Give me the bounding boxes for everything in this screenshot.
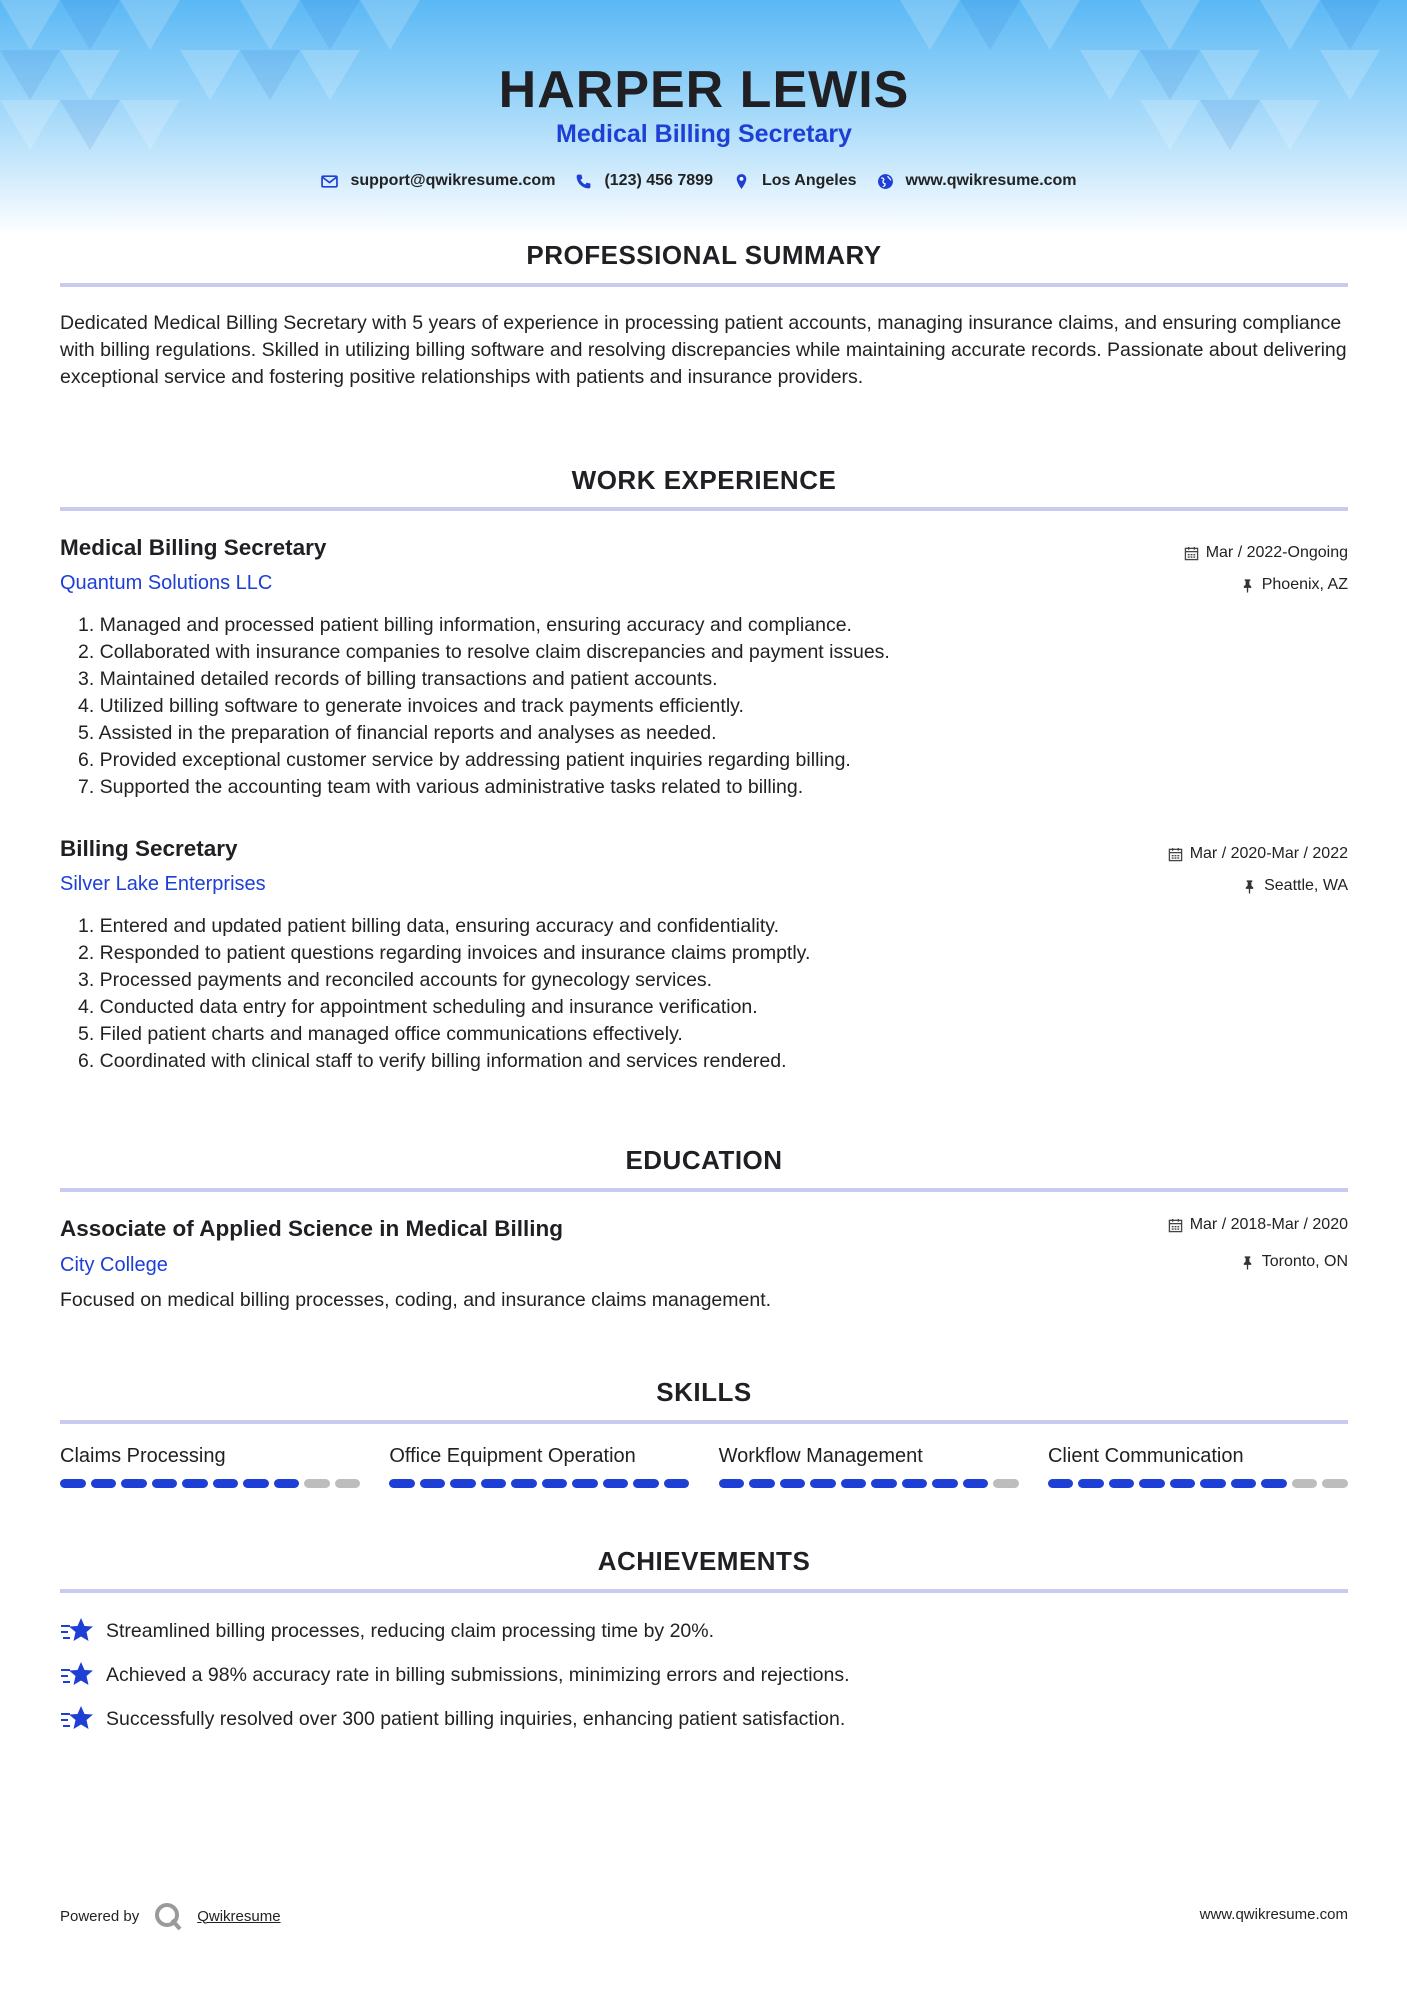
- job-title: Billing Secretary: [60, 836, 238, 861]
- powered-by-label: Powered by: [60, 1907, 140, 1925]
- contact-phone-text: (123) 456 7899: [604, 172, 713, 189]
- skill-segment-filled: [1200, 1479, 1226, 1488]
- skill-segment-filled: [511, 1479, 537, 1488]
- skill-level-bar: [719, 1479, 1019, 1488]
- list-item: 5. Assisted in the preparation of financial reports and analyses as needed.: [78, 722, 717, 744]
- skill-segment-filled: [121, 1479, 147, 1488]
- list-item: 5. Filed patient charts and managed office communications effectively.: [78, 1023, 683, 1045]
- skill-item: [389, 1445, 689, 1488]
- section-title-experience: WORK EXPERIENCE: [571, 465, 837, 495]
- education-school: City College: [60, 1254, 168, 1276]
- section-divider: [60, 1589, 1348, 1593]
- contact-location-text: Los Angeles: [761, 172, 857, 189]
- skill-level-bar: [1048, 1479, 1348, 1488]
- contact-phone[interactable]: [575, 172, 713, 190]
- job-location-text: Phoenix, AZ: [1261, 576, 1348, 593]
- skill-segment-filled: [389, 1479, 415, 1488]
- candidate-name: HARPER LEWIS: [498, 61, 910, 119]
- section-divider: [60, 507, 1348, 511]
- footer-website[interactable]: www.qwikresume.com: [1199, 1906, 1348, 1923]
- skills-list: [60, 1445, 1348, 1488]
- calendar-icon: [1184, 546, 1199, 561]
- skill-segment-filled: [719, 1479, 745, 1488]
- education-dates: [1168, 1216, 1348, 1234]
- list-item: 6. Coordinated with clinical staff to verify billing information and services rendered.: [78, 1050, 787, 1072]
- achievement-text: Achieved a 98% accuracy rate in billing submissions, minimizing errors and rejections.: [106, 1663, 850, 1686]
- skill-item: [60, 1445, 360, 1488]
- contact-location: [733, 172, 857, 190]
- skill-segment-filled: [542, 1479, 568, 1488]
- list-item: 2. Collaborated with insurance companies to resolve claim discrepancies and payment issues.: [78, 641, 890, 663]
- education-degree: Associate of Applied Science in Medical Billing: [60, 1216, 564, 1241]
- job-location-text: Seattle, WA: [1264, 877, 1348, 894]
- achievement-text: Successfully resolved over 300 patient billing inquiries, enhancing patient satisfaction.: [106, 1707, 846, 1730]
- pushpin-icon: [1242, 879, 1257, 894]
- skill-segment-empty: [1322, 1479, 1348, 1488]
- list-item: 3. Maintained detailed records of billing transactions and patient accounts.: [78, 668, 718, 690]
- skill-segment-filled: [91, 1479, 117, 1488]
- skill-name: Workflow Management: [718, 1445, 923, 1467]
- job-title: Medical Billing Secretary: [60, 535, 327, 560]
- skill-segment-filled: [213, 1479, 239, 1488]
- envelope-icon: [321, 173, 338, 190]
- contact-website-text: www.qwikresume.com: [905, 172, 1077, 189]
- star-icon: [60, 1616, 94, 1646]
- list-item: 3. Processed payments and reconciled accounts for gynecology services.: [78, 969, 713, 991]
- job-duties-list: [60, 612, 1348, 801]
- list-item: 1. Managed and processed patient billing information, ensuring accuracy and compliance.: [78, 614, 852, 636]
- skill-segment-filled: [932, 1479, 958, 1488]
- skill-segment-filled: [1261, 1479, 1287, 1488]
- skill-name: Claims Processing: [60, 1445, 226, 1467]
- list-item: 2. Responded to patient questions regarding invoices and insurance claims promptly.: [78, 942, 811, 964]
- calendar-icon: [1168, 1218, 1183, 1233]
- skill-segment-empty: [335, 1479, 361, 1488]
- pushpin-icon: [1240, 1255, 1255, 1270]
- section-title-achievements: ACHIEVEMENTS: [597, 1546, 811, 1576]
- section-divider: [60, 1420, 1348, 1424]
- skill-segment-empty: [993, 1479, 1019, 1488]
- skill-segment-filled: [664, 1479, 690, 1488]
- skill-segment-filled: [780, 1479, 806, 1488]
- skill-segment-filled: [1231, 1479, 1257, 1488]
- list-item: 1. Entered and updated patient billing data, ensuring accuracy and confidentiality.: [78, 915, 780, 937]
- list-item: 4. Utilized billing software to generate invoices and track payments efficiently.: [78, 695, 744, 717]
- job-dates-text: Mar / 2022-Ongoing: [1205, 544, 1348, 561]
- skill-segment-empty: [304, 1479, 330, 1488]
- skill-segment-filled: [1170, 1479, 1196, 1488]
- section-title-summary: PROFESSIONAL SUMMARY: [526, 240, 882, 270]
- education-description: Focused on medical billing processes, coding, and insurance claims management.: [60, 1289, 772, 1311]
- contact-email-text: support@qwikresume.com: [350, 172, 556, 189]
- skill-level-bar: [389, 1479, 689, 1488]
- map-marker-icon: [733, 173, 750, 190]
- education-location: [1240, 1253, 1348, 1271]
- list-item: 7. Supported the accounting team with various administrative tasks related to billing.: [78, 776, 804, 798]
- qwikresume-logo-icon: [153, 1901, 183, 1931]
- phone-icon: [575, 173, 592, 190]
- skill-item: [719, 1445, 1019, 1488]
- list-item: 4. Conducted data entry for appointment scheduling and insurance verification.: [78, 996, 758, 1018]
- skill-segment-filled: [450, 1479, 476, 1488]
- achievement-item: [60, 1616, 1348, 1646]
- calendar-icon: [1168, 847, 1183, 862]
- skill-segment-filled: [152, 1479, 178, 1488]
- section-divider: [60, 1188, 1348, 1192]
- section-title-education: EDUCATION: [625, 1145, 783, 1175]
- skill-segment-filled: [1109, 1479, 1135, 1488]
- skill-segment-filled: [274, 1479, 300, 1488]
- skill-segment-filled: [633, 1479, 659, 1488]
- skill-segment-filled: [420, 1479, 446, 1488]
- job-company: Silver Lake Enterprises: [60, 873, 266, 895]
- job-company: Quantum Solutions LLC: [60, 572, 273, 594]
- skill-segment-filled: [1078, 1479, 1104, 1488]
- contact-email[interactable]: [321, 172, 555, 190]
- footer-powered-by: [60, 1901, 281, 1931]
- job-location: [1242, 877, 1348, 895]
- contact-website[interactable]: [877, 172, 1077, 190]
- achievement-item: [60, 1704, 1348, 1734]
- skill-item: [1048, 1445, 1348, 1488]
- skill-name: Office Equipment Operation: [389, 1445, 636, 1467]
- section-divider: [60, 283, 1348, 287]
- skill-segment-filled: [481, 1479, 507, 1488]
- skill-segment-filled: [749, 1479, 775, 1488]
- education-location-text: Toronto, ON: [1261, 1253, 1348, 1270]
- job-dates: [1168, 845, 1348, 863]
- candidate-title: Medical Billing Secretary: [556, 120, 852, 148]
- skill-segment-filled: [963, 1479, 989, 1488]
- skill-level-bar: [60, 1479, 360, 1488]
- contact-bar: [60, 172, 1348, 190]
- globe-icon: [877, 173, 894, 190]
- job-location: [1240, 576, 1348, 594]
- skill-segment-filled: [60, 1479, 86, 1488]
- skill-segment-filled: [871, 1479, 897, 1488]
- summary-text: Dedicated Medical Billing Secretary with 5 years of experience in processing patient accounts, managing insurance claims, and ensuring compliance with billing regulations. Skilled in utilizing billing software and resolving discrepancies while maintaining accurate records. Passionate about delivering exceptional service and fostering positive relationships with patients and insurance providers.: [60, 312, 1347, 388]
- star-icon: [60, 1704, 94, 1734]
- skill-segment-filled: [902, 1479, 928, 1488]
- skill-segment-filled: [841, 1479, 867, 1488]
- section-title-skills: SKILLS: [656, 1377, 752, 1407]
- job-dates-text: Mar / 2020-Mar / 2022: [1189, 845, 1348, 862]
- job-duties-list: [60, 913, 1348, 1075]
- skill-name: Client Communication: [1047, 1445, 1244, 1467]
- education-dates-text: Mar / 2018-Mar / 2020: [1189, 1216, 1348, 1233]
- list-item: 6. Provided exceptional customer service by addressing patient inquiries regarding billing.: [78, 749, 851, 771]
- pushpin-icon: [1240, 578, 1255, 593]
- achievement-item: [60, 1660, 1348, 1690]
- qwikresume-link[interactable]: Qwikresume: [197, 1907, 281, 1925]
- skill-segment-filled: [572, 1479, 598, 1488]
- star-icon: [60, 1660, 94, 1690]
- skill-segment-empty: [1292, 1479, 1318, 1488]
- skill-segment-filled: [1048, 1479, 1074, 1488]
- skill-segment-filled: [1139, 1479, 1165, 1488]
- skill-segment-filled: [243, 1479, 269, 1488]
- skill-segment-filled: [603, 1479, 629, 1488]
- job-dates: [1184, 544, 1348, 562]
- achievement-text: Streamlined billing processes, reducing claim processing time by 20%.: [106, 1619, 715, 1642]
- skill-segment-filled: [182, 1479, 208, 1488]
- skill-segment-filled: [810, 1479, 836, 1488]
